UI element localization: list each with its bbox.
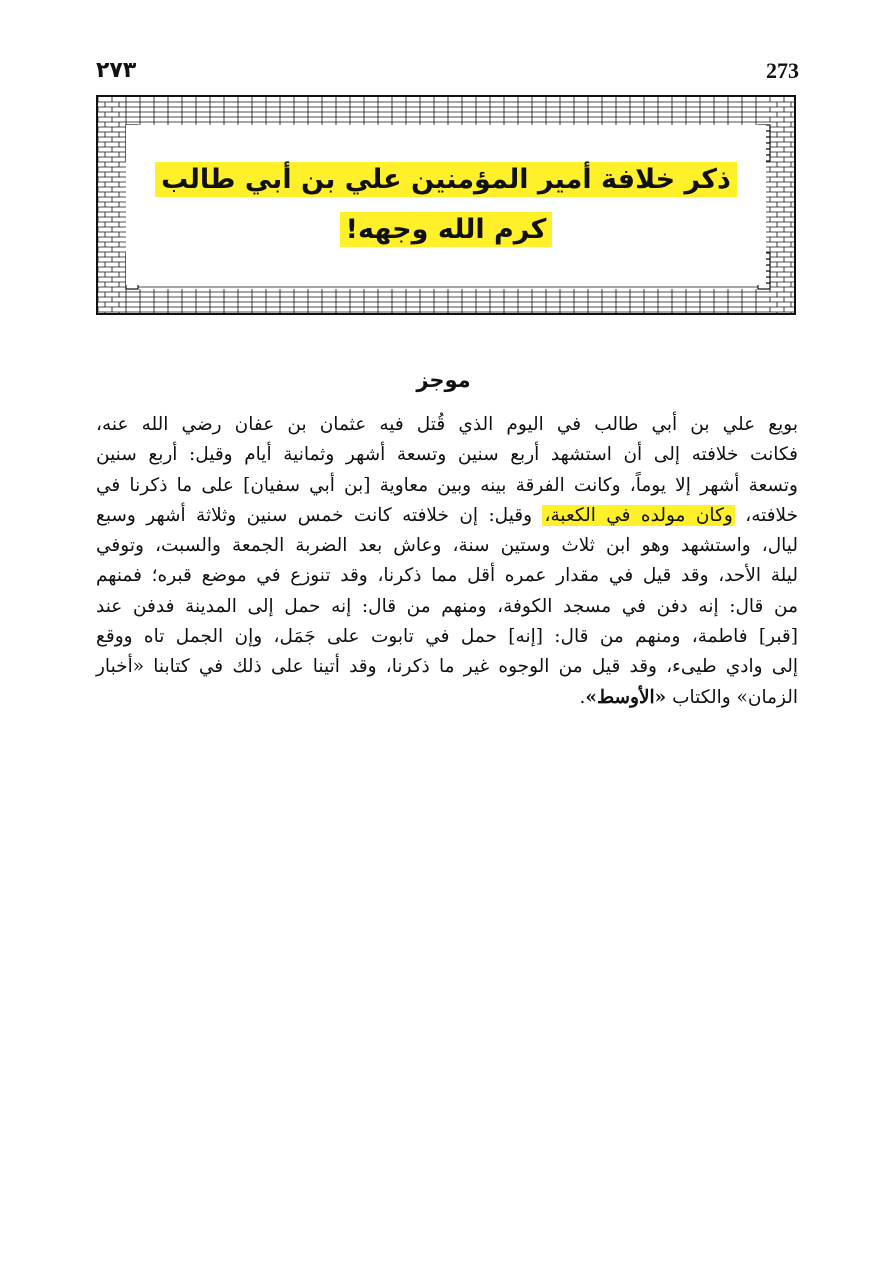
banner-title-box <box>126 125 766 285</box>
body-line: وتسعة أشهر إلا يوماً، وكانت الفرقة بينه وبين معاوية [بن أبي سفيان] على ما ذكرنا في <box>96 474 798 496</box>
body-line: من قال: إنه دفن في مسجد الكوفة، ومنهم من قال: إنه حمل إلى المدينة فدفن عند <box>96 595 798 617</box>
body-line: ليال، واستشهد وهو ابن ثلاث وستين سنة، وعاش بعد الضربة الجمعة والسبت، وتوفي <box>96 535 798 557</box>
chapter-title-line2 <box>340 211 553 249</box>
body-line: إلى وادي طيىء، وقد قيل من الوجوه غير ما ذكرنا، وقد أتينا على ذلك في كتابنا «أخبار <box>96 656 798 678</box>
chapter-title-line1 <box>155 161 737 199</box>
body-line: [قبر] فاطمة، ومنهم من قال: [إنه] حمل في تابوت على جَمَل، وإن الجمل تاه ووقع <box>96 626 798 648</box>
body-line-highlighted <box>96 501 798 531</box>
body-line: ليلة الأحد، وقد قيل في مقدار عمره أقل مما ذكرنا، وقد تنوزع في موضع قبره؛ فمنهم <box>96 565 798 587</box>
chapter-title-text2: كرم الله وجهه! <box>340 212 553 247</box>
body-line-last <box>96 683 798 713</box>
body-line: فكانت خلافته إلى أن استشهد أربع سنين وتسعة أشهر وثمانية أيام وقيل: أربع سنين <box>96 444 798 466</box>
body-line4-end: وقيل: إن خلافته كانت خمس سنين وثلاثة أشهر وسبع <box>96 504 543 526</box>
chapter-banner <box>96 95 796 315</box>
page-number-arabic: ٢٧٣ <box>96 58 137 83</box>
body-line4-start: خلافته، <box>734 504 799 526</box>
book-title-bold: «الأوسط» <box>585 686 667 708</box>
body-line: بويع علي بن أبي طالب في اليوم الذي قُتل فيه عثمان بن عفان رضي الله عنه، <box>96 414 798 435</box>
highlighted-phrase: وكان مولده في الكعبة، <box>544 504 733 526</box>
section-heading: موجز <box>416 368 471 392</box>
body-last-end: . <box>579 686 586 708</box>
body-last-start: الزمان» والكتاب <box>666 686 798 708</box>
body-paragraph <box>96 410 798 713</box>
page-number-latin: 273 <box>766 58 799 83</box>
chapter-title-text1: ذكر خلافة أمير المؤمنين علي بن أبي طالب <box>155 162 737 197</box>
